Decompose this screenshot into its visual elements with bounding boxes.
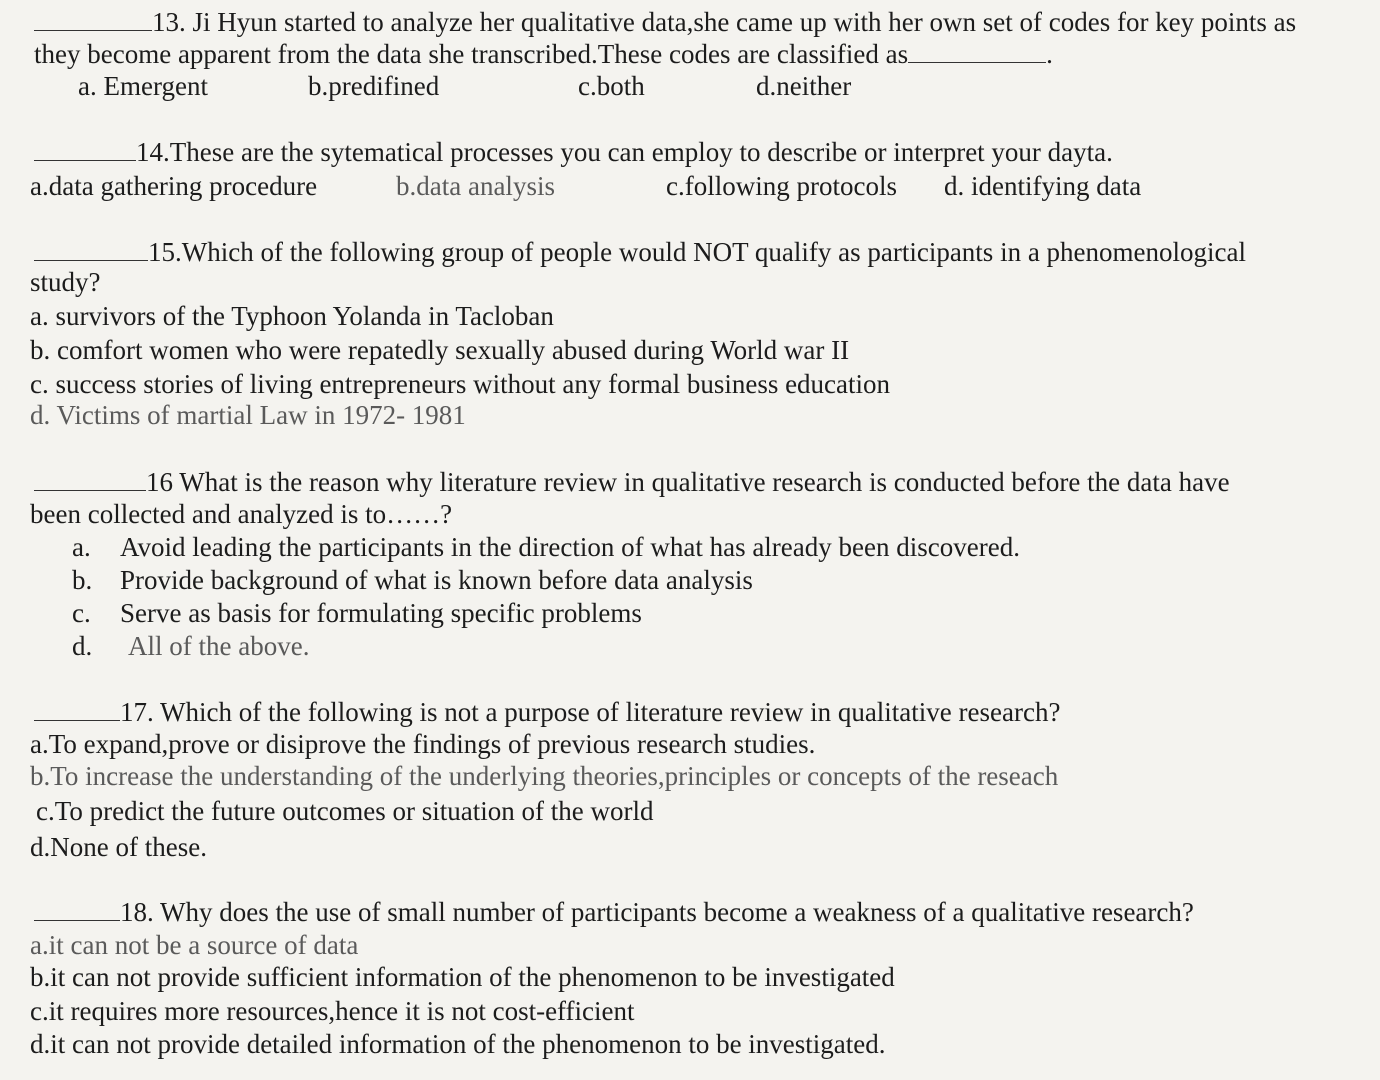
option-13d[interactable]: d.neither [756,71,852,101]
option-16d-text: All of the above. [128,631,310,661]
answer-blank-16[interactable] [34,468,146,491]
question-13-stem: 13. Ji Hyun started to analyze her qualitative data,she came up with her own set of codes for key points as [152,7,1297,37]
question-13-line-1 [34,6,1296,38]
option-14b[interactable]: b.data analysis [396,171,555,201]
question-16-stem: 16 What is the reason why literature review in qualitative research is conducted before the data have [146,467,1230,497]
question-18-line-1 [34,896,1194,928]
option-18d[interactable]: d.it can not provide detailed information of the phenomenon to be investigated. [30,1029,886,1059]
answer-blank-15[interactable] [34,238,148,261]
option-15b[interactable]: b. comfort women who were repatedly sexually abused during World war II [30,335,850,365]
option-18c[interactable]: c.it requires more resources,hence it is not cost-efficient [30,996,635,1026]
answer-blank-13[interactable] [34,8,152,31]
question-18-stem: 18. Why does the use of small number of participants become a weakness of a qualitative research? [120,897,1194,927]
option-16d[interactable] [72,630,309,662]
option-13a[interactable]: a. Emergent [78,71,208,101]
option-17a[interactable]: a.To expand,prove or disiprove the findings of previous research studies. [30,729,816,759]
question-15-stem: 15.Which of the following group of people would NOT qualify as participants in a phenomenological [148,237,1246,267]
option-15a[interactable]: a. survivors of the Typhoon Yolanda in Tacloban [30,301,554,331]
question-15-line-1 [34,236,1246,268]
question-17-stem: 17. Which of the following is not a purpose of literature review in qualitative research? [120,697,1061,727]
answer-blank-17[interactable] [34,698,120,721]
question-16-stem-cont: been collected and analyzed is to……? [30,499,453,529]
option-14d[interactable]: d. identifying data [944,171,1142,201]
option-16b-letter: b. [72,565,93,595]
option-17b[interactable]: b.To increase the understanding of the underlying theories,principles or concepts of the reseach [30,761,1059,791]
question-14-options [30,170,1141,202]
option-13b[interactable]: b.predifined [308,71,440,101]
option-18b[interactable]: b.it can not provide sufficient information of the phenomenon to be investigated [30,962,895,992]
question-14-line-1 [34,136,1113,168]
question-13-options [78,70,851,102]
question-13-period: . [1046,39,1053,69]
option-16c[interactable] [72,597,642,629]
question-13-stem-cont: they become apparent from the data she transcribed.These codes are classified as [34,39,909,69]
question-15-stem-cont: study? [30,267,101,297]
question-17-line-1 [34,696,1060,728]
option-15c[interactable]: c. success stories of living entrepreneurs without any formal business education [30,369,891,399]
option-16a[interactable] [72,531,1020,563]
option-14c[interactable]: c.following protocols [666,171,897,201]
option-18a-text: a.it can not be a source of data [30,930,359,960]
option-17c[interactable]: c.To predict the future outcomes or situation of the world [36,796,654,826]
option-16c-text: Serve as basis for formulating specific problems [120,598,642,628]
option-16b[interactable] [72,564,753,596]
option-16d-letter: d. [72,631,93,661]
answer-blank-18[interactable] [34,898,120,921]
option-16b-text: Provide background of what is known before data analysis [120,565,753,595]
question-14-stem: 14.These are the sytematical processes you can employ to describe or interpret your dayta. [136,137,1113,167]
option-13c[interactable]: c.both [578,71,645,101]
option-16a-letter: a. [72,532,91,562]
question-16-line-1 [34,466,1230,498]
answer-blank-14[interactable] [34,138,136,161]
option-16a-text: Avoid leading the participants in the direction of what has already been discovered. [120,532,1020,562]
option-18a[interactable] [30,929,358,961]
option-16c-letter: c. [72,598,91,628]
option-17d[interactable]: d.None of these. [30,832,207,862]
question-13-line-2 [34,38,1053,70]
inline-blank-13[interactable] [908,40,1046,63]
option-14a[interactable]: a.data gathering procedure [30,171,318,201]
option-15d[interactable]: d. Victims of martial Law in 1972- 1981 [30,400,466,430]
